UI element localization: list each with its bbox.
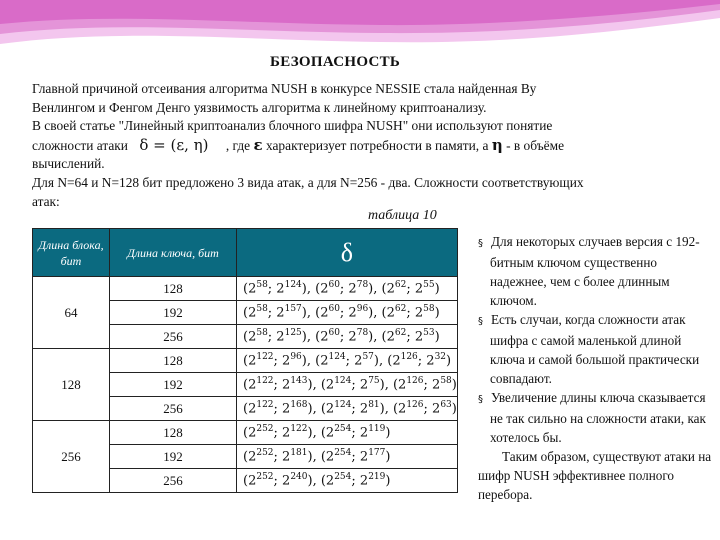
table-caption: таблица 10 xyxy=(368,208,437,223)
compute-exponent: 81 xyxy=(368,400,380,411)
memory-exponent: 124 xyxy=(334,400,352,411)
compute-exponent: 58 xyxy=(423,304,435,315)
complexity-table xyxy=(32,228,458,493)
memory-exponent: 252 xyxy=(256,472,274,483)
complexity-cell: ($2^{122}$; $2^{168}$), ($2^{124}$; $2^{81}$), ($2^{126}$; $2^{63}$) xyxy=(237,397,458,421)
memory-exponent: 124 xyxy=(334,376,352,387)
bullet-icon: § xyxy=(478,316,483,327)
key-length-cell: 128 xyxy=(110,349,237,373)
memory-exponent: 124 xyxy=(328,352,346,363)
key-length-cell: 256 xyxy=(110,325,237,349)
intro-text: , где xyxy=(225,137,251,153)
complexity-cell: ($2^{58}$; $2^{125}$), ($2^{60}$; $2^{78}$), ($2^{62}$; $2^{53}$) xyxy=(237,325,458,349)
block-length-cell: 128 xyxy=(33,349,110,421)
compute-exponent: 240 xyxy=(290,472,308,483)
table-row xyxy=(33,349,458,373)
table-header-row xyxy=(33,229,458,277)
compute-exponent: 96 xyxy=(356,304,369,315)
note-text: Увеличение длины ключа сказывается не так сильно на сложности атаки, как хотелось бы. xyxy=(490,390,706,445)
compute-exponent: 55 xyxy=(423,280,435,291)
table-row xyxy=(33,277,458,301)
note-text: Есть случаи, когда сложности атак шифра с самой маленькой длиной ключа и самой большой практически совпадают. xyxy=(490,312,700,386)
note-text: Таким образом, существуют атаки на шифр NUSH эффективнее полного перебора. xyxy=(478,449,712,502)
memory-exponent: 252 xyxy=(256,424,274,435)
compute-exponent: 63 xyxy=(440,400,452,411)
intro-text: - в объёме xyxy=(506,137,565,153)
epsilon-symbol: ε xyxy=(253,135,263,154)
key-length-cell: 192 xyxy=(110,445,237,469)
compute-exponent: 57 xyxy=(362,352,374,363)
key-length-cell: 128 xyxy=(110,277,237,301)
eta-symbol: η xyxy=(491,135,503,154)
compute-exponent: 78 xyxy=(356,328,369,339)
compute-exponent: 96 xyxy=(290,352,302,363)
compute-exponent: 53 xyxy=(423,328,435,339)
compute-exponent: 75 xyxy=(368,376,380,387)
compute-exponent: 177 xyxy=(368,448,386,459)
bullet-icon: § xyxy=(478,394,483,405)
memory-exponent: 254 xyxy=(334,472,352,483)
note-item xyxy=(478,310,714,388)
memory-exponent: 60 xyxy=(328,328,340,339)
memory-exponent: 122 xyxy=(256,352,274,363)
compute-exponent: 181 xyxy=(290,448,308,459)
intro-line: Для N=64 и N=128 бит предложено 3 вида атак, а для N=256 - два. Сложности соответствующих xyxy=(32,174,584,190)
intro-text: сложности атаки xyxy=(32,137,128,153)
memory-exponent: 62 xyxy=(394,328,407,339)
header-delta: δ xyxy=(237,229,458,277)
memory-exponent: 126 xyxy=(406,400,424,411)
intro-text: характеризует потребности в памяти, а xyxy=(265,137,489,153)
memory-exponent: 126 xyxy=(406,376,424,387)
decorative-wave-banner xyxy=(0,0,720,60)
key-length-cell: 256 xyxy=(110,397,237,421)
compute-exponent: 219 xyxy=(368,472,386,483)
complexity-cell: ($2^{252}$; $2^{122}$), ($2^{254}$; $2^{119}$) xyxy=(237,421,458,445)
key-length-cell: 256 xyxy=(110,469,237,493)
header-key-length: Длина ключа, бит xyxy=(110,229,237,277)
intro-line: вычислений. xyxy=(32,156,105,172)
intro-line-formula xyxy=(32,136,704,156)
key-length-cell: 192 xyxy=(110,373,237,397)
compute-exponent: 122 xyxy=(290,424,308,435)
memory-exponent: 122 xyxy=(256,400,274,411)
memory-exponent: 60 xyxy=(328,304,340,315)
memory-exponent: 62 xyxy=(394,304,407,315)
memory-exponent: 60 xyxy=(328,280,340,291)
intro-line: Главной причиной отсеивания алгоритма NUSH в конкурсе NESSIE стала найденная Ву xyxy=(32,81,537,96)
intro-line: Венлингом и Фенгом Денго уязвимость алгоритма к линейному криптоанализу. xyxy=(32,99,487,115)
compute-exponent: 143 xyxy=(290,376,308,387)
intro-line: В своей статье "Линейный криптоанализ блочного шифра NUSH" они используют понятие xyxy=(32,118,553,134)
page-title: БЕЗОПАСНОСТЬ xyxy=(270,54,401,70)
complexity-cell: ($2^{122}$; $2^{96}$), ($2^{124}$; $2^{57}$), ($2^{126}$; $2^{32}$) xyxy=(237,349,458,373)
compute-exponent: 58 xyxy=(440,376,452,387)
compute-exponent: 125 xyxy=(284,328,302,339)
compute-exponent: 124 xyxy=(284,280,302,291)
complexity-cell: ($2^{252}$; $2^{240}$), ($2^{254}$; $2^{219}$) xyxy=(237,469,458,493)
complexity-cell: ($2^{58}$; $2^{157}$), ($2^{60}$; $2^{96}$), ($2^{62}$; $2^{58}$) xyxy=(237,301,458,325)
note-item xyxy=(478,447,714,504)
notes-list xyxy=(478,232,714,504)
intro-line: атак: xyxy=(32,193,60,209)
compute-exponent: 78 xyxy=(356,280,369,291)
memory-exponent: 252 xyxy=(256,448,274,459)
complexity-cell: ($2^{122}$; $2^{143}$), ($2^{124}$; $2^{75}$), ($2^{126}$; $2^{58}$) xyxy=(237,373,458,397)
memory-exponent: 58 xyxy=(256,304,268,315)
compute-exponent: 119 xyxy=(368,424,386,435)
block-length-cell: 256 xyxy=(33,421,110,493)
complexity-cell: ($2^{58}$; $2^{124}$), ($2^{60}$; $2^{78}$), ($2^{62}$; $2^{55}$) xyxy=(237,277,458,301)
table-row xyxy=(33,421,458,445)
memory-exponent: 58 xyxy=(256,280,268,291)
note-item xyxy=(478,388,714,447)
compute-exponent: 157 xyxy=(284,304,302,315)
bullet-icon: § xyxy=(478,238,483,249)
memory-exponent: 254 xyxy=(334,424,352,435)
note-item xyxy=(478,232,714,310)
compute-exponent: 32 xyxy=(434,352,447,363)
complexity-formula: δ = (ε, η) xyxy=(139,135,209,154)
memory-exponent: 62 xyxy=(394,280,407,291)
block-length-cell: 64 xyxy=(33,277,110,349)
memory-exponent: 254 xyxy=(334,448,352,459)
header-block-length: Длина блока, бит xyxy=(33,229,110,277)
key-length-cell: 128 xyxy=(110,421,237,445)
key-length-cell: 192 xyxy=(110,301,237,325)
compute-exponent: 168 xyxy=(290,400,308,411)
memory-exponent: 122 xyxy=(256,376,274,387)
note-text: Для некоторых случаев версия с 192-битным ключом существенно надежнее, чем с более длинным ключом. xyxy=(490,234,700,308)
memory-exponent: 58 xyxy=(256,328,268,339)
complexity-cell: ($2^{252}$; $2^{181}$), ($2^{254}$; $2^{177}$) xyxy=(237,445,458,469)
intro-paragraph xyxy=(32,80,704,211)
memory-exponent: 126 xyxy=(400,352,418,363)
